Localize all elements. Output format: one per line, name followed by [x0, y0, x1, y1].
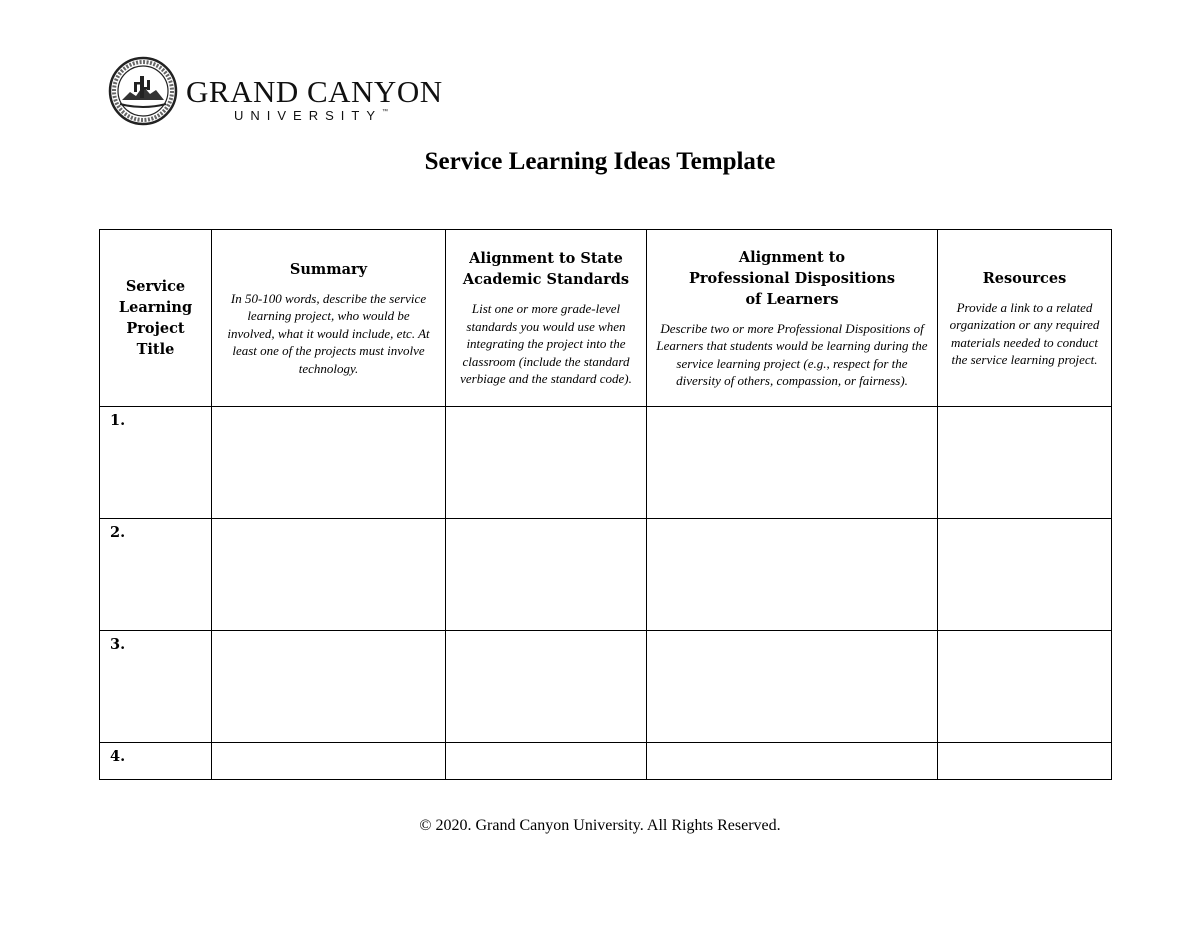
resources-cell[interactable] — [938, 407, 1112, 519]
dispositions-cell[interactable] — [647, 519, 938, 631]
copyright-footer: © 2020. Grand Canyon University. All Rights Reserved. — [419, 817, 781, 834]
header-description: In 50-100 words, describe the service learning project, who would be involved, what it would include, etc. At least one of the projects must involve technology. — [227, 290, 430, 376]
page-title: Service Learning Ideas Template — [424, 148, 776, 175]
table-row — [100, 407, 1112, 519]
university-logo — [108, 56, 443, 126]
row-number[interactable]: 2. — [100, 519, 212, 631]
summary-cell[interactable] — [212, 407, 446, 519]
header-description: List one or more grade-level standards you would use when integrating the project into the classroom (include the standard verbiage and the standard code). — [460, 301, 632, 387]
header-description: Provide a link to a related organization or any required materials needed to conduct the service learning project. — [949, 299, 1100, 367]
state-standards-cell[interactable] — [446, 743, 647, 780]
summary-cell[interactable] — [212, 631, 446, 743]
header-description: Describe two or more Professional Dispositions of Learners that students would be learning during the service learning project (e.g., respect for the diversity of others, compassion, or fairness). — [656, 320, 928, 388]
state-standards-cell[interactable] — [446, 407, 647, 519]
dispositions-cell[interactable] — [647, 743, 938, 780]
header-summary — [212, 230, 446, 407]
dispositions-cell[interactable] — [647, 407, 938, 519]
logo-wordmark: GRAND CANYON — [186, 74, 443, 109]
university-seal-icon — [108, 56, 178, 126]
header-title: Alignment to Professional Dispositions of Learners — [689, 248, 895, 308]
header-title: Service Learning Project Title — [118, 278, 193, 358]
row-number[interactable]: 4. — [100, 743, 212, 780]
summary-cell[interactable] — [212, 519, 446, 631]
table-row — [100, 631, 1112, 743]
table-row — [100, 743, 1112, 780]
state-standards-cell[interactable] — [446, 631, 647, 743]
service-learning-table — [99, 229, 1112, 780]
header-row — [100, 230, 1112, 407]
header-title: Alignment to State Academic Standards — [462, 250, 630, 289]
header-resources — [938, 230, 1112, 407]
header-state-standards — [446, 230, 647, 407]
resources-cell[interactable] — [938, 631, 1112, 743]
logo-wordmark-sub: UNIVERSITY™ — [234, 108, 389, 123]
header-project-title — [100, 230, 212, 407]
dispositions-cell[interactable] — [647, 631, 938, 743]
header-title: Summary — [289, 260, 368, 278]
row-number[interactable]: 3. — [100, 631, 212, 743]
header-professional-dispositions — [647, 230, 938, 407]
state-standards-cell[interactable] — [446, 519, 647, 631]
row-number[interactable]: 1. — [100, 407, 212, 519]
header-title: Resources — [982, 269, 1067, 287]
resources-cell[interactable] — [938, 519, 1112, 631]
summary-cell[interactable] — [212, 743, 446, 780]
table-row — [100, 519, 1112, 631]
resources-cell[interactable] — [938, 743, 1112, 780]
